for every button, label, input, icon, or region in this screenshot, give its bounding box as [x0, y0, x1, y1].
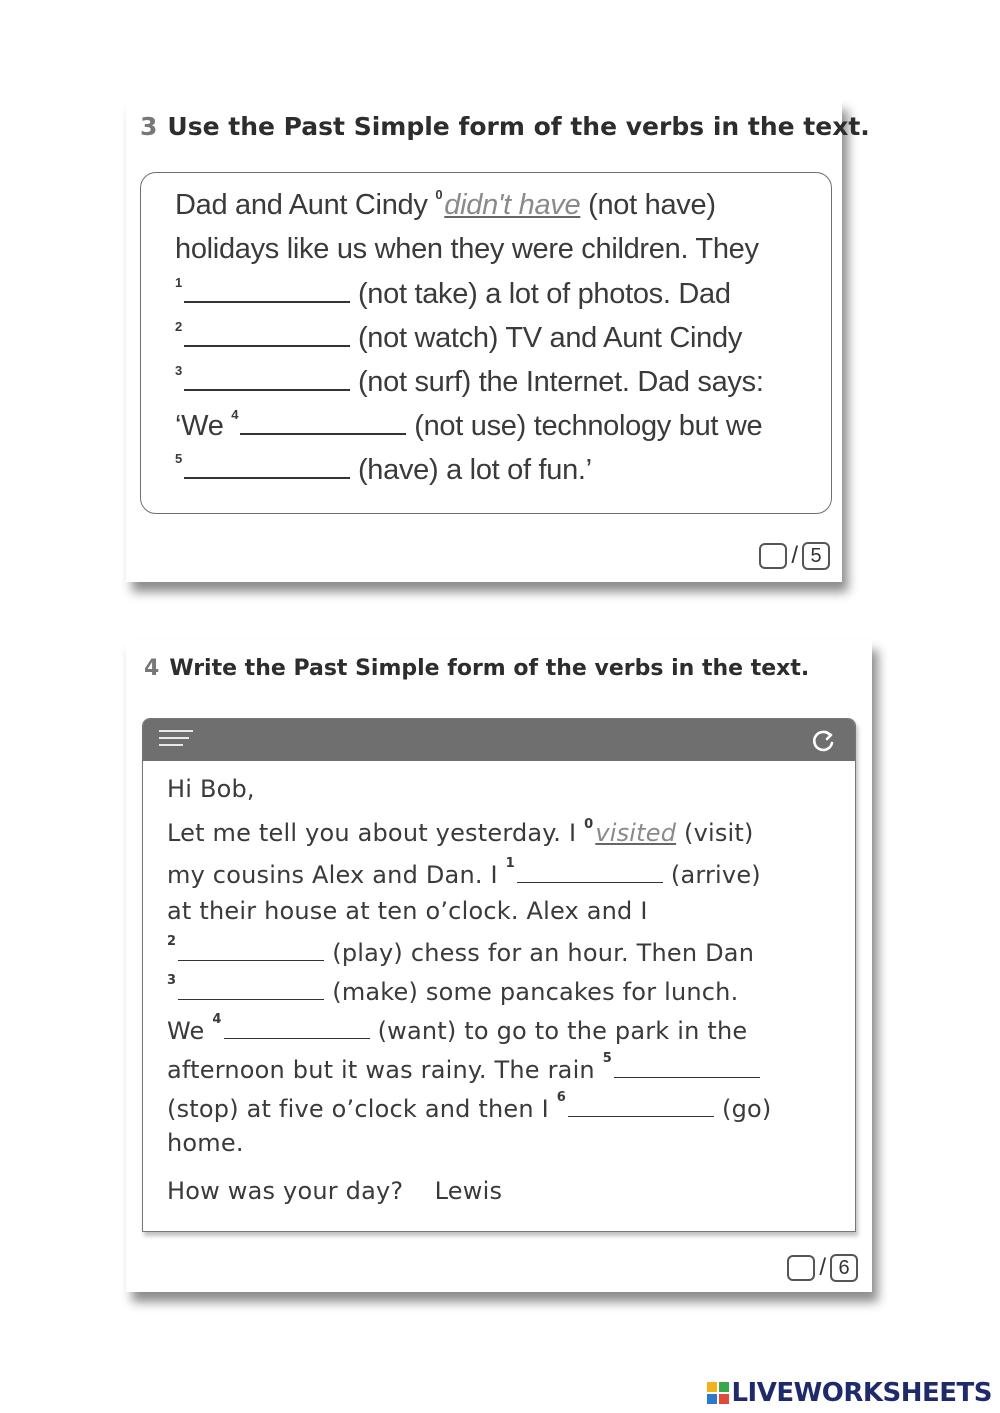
item-number: 6 — [556, 1090, 566, 1105]
example-answer: visited — [595, 819, 677, 847]
text-line: $^2$ (play) chess for an hour. Then Dan — [167, 934, 755, 967]
text-line: We $^4$ (want) to go to the park in the — [167, 1012, 748, 1045]
text-line: Hi Bob, — [167, 775, 255, 803]
text-line: afternoon but it was rainy. The rain $^5$ — [167, 1053, 768, 1084]
text-line: $^3$ (not surf) the Internet. Dad says: — [175, 363, 764, 398]
answer-blank-4[interactable] — [224, 1014, 370, 1039]
item-number: 5 — [175, 451, 182, 466]
exercise-3-card — [126, 100, 870, 582]
text-line: $^3$ (make) some pancakes for lunch. — [167, 973, 739, 1006]
text-line: home. — [167, 1129, 244, 1157]
item-number: 4 — [231, 407, 239, 422]
liveworksheets-logo — [707, 1378, 992, 1408]
answer-blank-3[interactable] — [184, 365, 350, 391]
text-line: $^1$ (not take) a lot of photos. Dad — [175, 275, 731, 310]
answer-blank-3[interactable] — [178, 975, 324, 1000]
answer-blank-1[interactable] — [184, 277, 350, 303]
exercise-4-heading — [144, 656, 809, 681]
score-total: 5 — [802, 542, 830, 570]
exercise-3-textbox — [140, 172, 832, 514]
text-line: $^5$ (have) a lot of fun.’ — [175, 451, 592, 486]
text-line: (stop) at five o’clock and then I $^6$ (go) — [167, 1090, 772, 1123]
text-line: ‘We $^4$ (not use) technology but we — [175, 407, 763, 442]
answer-blank-5[interactable] — [184, 453, 350, 479]
text-line: at their house at ten o’clock. Alex and I — [167, 897, 648, 925]
score-indicator: / 6 — [787, 1254, 858, 1282]
exercise-instruction: Write the Past Simple form of the verbs in the text. — [169, 656, 810, 681]
email-window — [142, 718, 856, 1232]
exercise-3-heading — [140, 112, 870, 141]
refresh-icon — [809, 727, 837, 755]
score-indicator: / 5 — [759, 542, 830, 570]
logo-icon — [707, 1382, 729, 1404]
answer-blank-1[interactable] — [517, 858, 663, 883]
email-toolbar — [143, 719, 855, 761]
item-number: 2 — [175, 319, 182, 334]
item-number: 1 — [175, 275, 182, 290]
score-box — [787, 1255, 815, 1281]
exercise-number: 4 — [144, 656, 160, 681]
item-number: 2 — [167, 934, 177, 949]
text-line: Dad and Aunt Cindy $^0$didn't have (not have) — [175, 187, 716, 221]
item-number: 5 — [602, 1051, 612, 1066]
logo-text: LIVEWORKSHEETS — [731, 1378, 992, 1408]
item-number: 4 — [212, 1012, 222, 1027]
item-number: 1 — [505, 856, 515, 871]
text-line: my cousins Alex and Dan. I $^1$ (arrive) — [167, 856, 761, 889]
score-total: 6 — [830, 1254, 858, 1282]
text-line: holidays like us when they were children. They — [175, 233, 759, 265]
example-answer: didn't have — [444, 189, 581, 221]
exercise-number: 3 — [140, 112, 158, 141]
exercise-instruction: Use the Past Simple form of the verbs in the text. — [167, 112, 870, 141]
item-number: 0 — [435, 187, 443, 202]
text-line: How was your day? Lewis — [167, 1177, 503, 1205]
answer-blank-2[interactable] — [184, 321, 350, 347]
answer-blank-6[interactable] — [568, 1092, 714, 1117]
answer-blank-2[interactable] — [178, 936, 324, 961]
text-line: Let me tell you about yesterday. I $^0$visited (visit) — [167, 817, 754, 847]
item-number: 3 — [175, 363, 182, 378]
exercise-4-card — [126, 640, 872, 1292]
answer-blank-5[interactable] — [614, 1053, 760, 1078]
answer-blank-4[interactable] — [240, 409, 406, 435]
item-number: 3 — [167, 973, 177, 988]
menu-icon — [159, 730, 193, 750]
score-box — [759, 543, 787, 569]
text-line: $^2$ (not watch) TV and Aunt Cindy — [175, 319, 743, 354]
item-number: 0 — [584, 817, 594, 832]
